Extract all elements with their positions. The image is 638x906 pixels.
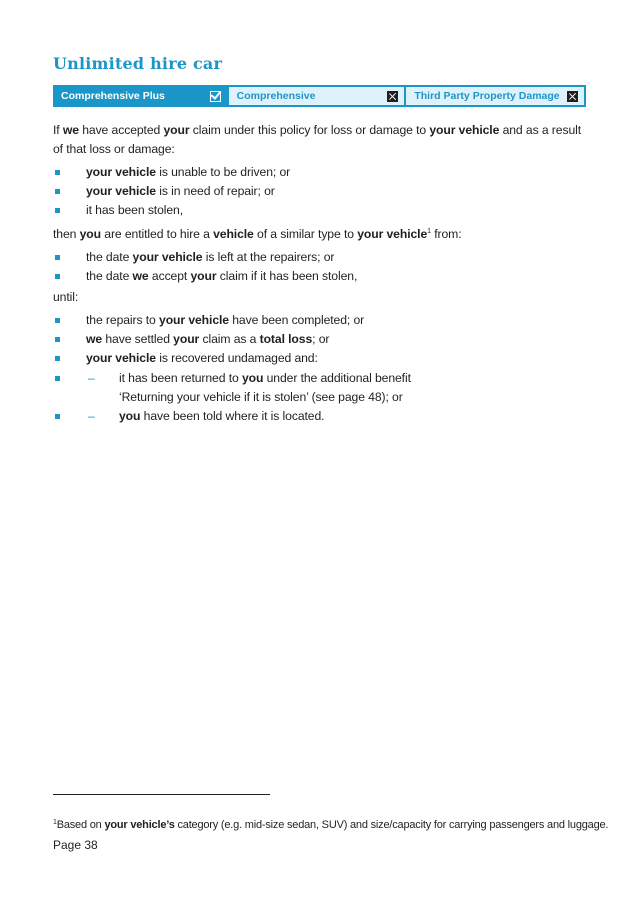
defined-term: your vehicle	[159, 313, 229, 327]
text: the date	[86, 269, 133, 283]
until-label: until:	[53, 290, 79, 304]
dash-marker: –	[88, 409, 95, 423]
text: of a similar type to	[253, 227, 358, 241]
footnote-ref: 1	[427, 228, 431, 235]
cross-box-icon	[387, 91, 398, 102]
defined-term: your	[173, 332, 200, 346]
defined-term: your vehicle	[132, 250, 203, 264]
text: ‘Returning your vehicle if it is stolen’ (see page 48); or	[119, 390, 403, 404]
cover-option-comprehensive-plus	[53, 85, 227, 107]
defined-term: your vehicle	[86, 165, 156, 179]
list-item	[53, 163, 583, 182]
list-item	[53, 267, 583, 286]
conditions-list	[53, 163, 583, 220]
text: have been completed; or	[228, 313, 365, 327]
cover-option-label: Third Party Property Damage	[414, 90, 560, 102]
cover-option-label: Comprehensive	[236, 90, 316, 102]
defined-term: we	[132, 269, 149, 283]
text: is unable to be driven; or	[155, 165, 291, 179]
from-list	[53, 248, 583, 286]
text: accept	[148, 269, 191, 283]
text: claim if it has been stolen,	[216, 269, 358, 283]
sub-list	[53, 369, 583, 426]
text: and as a result of that loss or damage:	[53, 123, 582, 156]
text: category (e.g. mid-size sedan, SUV) and size/capacity for carrying passengers and luggage.	[174, 819, 609, 831]
section-title: Unlimited hire car	[53, 54, 223, 73]
footnote-divider	[53, 794, 270, 795]
cover-options-bar	[53, 85, 586, 107]
text: from:	[430, 227, 462, 241]
defined-term: your vehicle	[429, 123, 500, 137]
defined-term: your vehicle	[357, 227, 428, 241]
text: are entitled to hire a	[100, 227, 214, 241]
defined-term: your vehicle	[86, 184, 156, 198]
text: have settled	[102, 332, 174, 346]
defined-term: your	[163, 123, 190, 137]
text: ; or	[312, 332, 330, 346]
text: is in need of repair; or	[155, 184, 275, 198]
defined-term: we	[86, 332, 103, 346]
dash-marker: –	[88, 371, 95, 385]
cover-option-label: Comprehensive Plus	[61, 90, 165, 102]
defined-term: you	[241, 371, 264, 385]
defined-term: your vehicle	[86, 351, 156, 365]
defined-term: we	[62, 123, 79, 137]
text: it has been stolen,	[86, 203, 184, 217]
text: the date	[86, 250, 133, 264]
footnote-number: 1	[53, 819, 57, 826]
cross-box-icon	[567, 91, 578, 102]
defined-term: you	[119, 409, 141, 423]
sub-list-item	[53, 369, 583, 407]
page-number: Page 38	[53, 838, 98, 852]
tick-box-icon	[210, 91, 221, 102]
list-item	[53, 330, 583, 349]
defined-term: your vehicle’s	[104, 819, 175, 831]
text: is left at the repairers; or	[202, 250, 335, 264]
cover-option-comprehensive	[229, 87, 405, 105]
list-item	[53, 182, 583, 201]
text: the repairs to	[86, 313, 160, 327]
text: If	[53, 123, 63, 137]
footnote	[53, 819, 609, 831]
policy-body	[53, 121, 583, 428]
defined-term: your	[190, 269, 217, 283]
defined-term: you	[79, 227, 101, 241]
defined-term: total loss	[259, 332, 313, 346]
sub-list-item	[53, 407, 583, 426]
text: have been told where it is located.	[140, 409, 325, 423]
text: is recovered undamaged and:	[155, 351, 318, 365]
list-item	[53, 248, 583, 267]
entitlement-paragraph	[53, 222, 583, 244]
text: claim as a	[199, 332, 260, 346]
list-item	[53, 349, 583, 426]
text: claim under this policy for loss or damage to	[189, 123, 430, 137]
text: it has been returned to	[119, 371, 242, 385]
text: have accepted	[78, 123, 164, 137]
until-list	[53, 311, 583, 426]
intro-paragraph	[53, 121, 583, 159]
text: then	[53, 227, 80, 241]
list-item	[53, 311, 583, 330]
text: Based on	[56, 819, 105, 831]
text: under the additional benefit	[263, 371, 411, 385]
defined-term: vehicle	[213, 227, 254, 241]
cover-option-third-party-property-damage	[406, 87, 584, 105]
list-item	[53, 201, 583, 220]
